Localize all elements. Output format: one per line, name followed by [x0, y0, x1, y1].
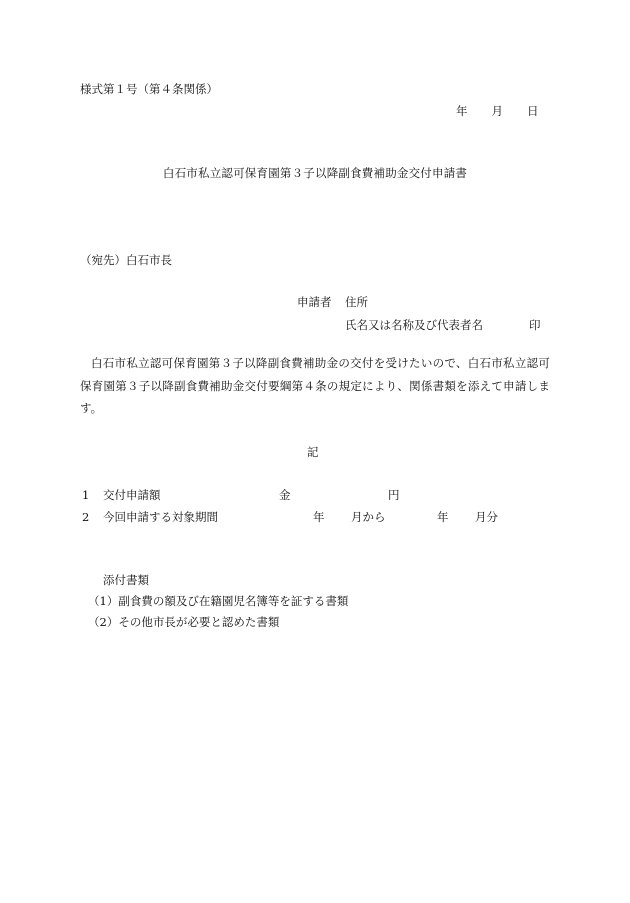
date-day: 日	[527, 104, 539, 118]
form-number: 様式第１号（第４条関係）	[80, 82, 218, 96]
date-month: 月	[491, 104, 503, 118]
application-body: 白石市私立認可保育園第３子以降副食費補助金の交付を受けたいので、白石市私立認可保育園第３子以降副食費補助金交付要綱第４条の規定により、関係書類を添えて申請します。	[80, 356, 550, 415]
item-kin: 金	[279, 488, 291, 502]
seal-mark: 印	[529, 318, 541, 332]
date-line	[456, 103, 539, 119]
applicant-address-label: 住所	[345, 295, 368, 309]
item-month-from: 月から	[351, 510, 386, 524]
addressee: （宛先）白石市長	[80, 253, 172, 267]
date-year: 年	[456, 104, 468, 118]
item-number: 1	[82, 488, 90, 502]
attachments-title: 添付書類	[103, 573, 149, 587]
ki-heading: 記	[307, 445, 319, 459]
applicant-name-label: 氏名又は名称及び代表者名	[345, 318, 483, 332]
attachment-item: （1）副食費の額及び在籍園児名簿等を証する書類	[88, 594, 349, 608]
attachment-item: （2）その他市長が必要と認めた書類	[88, 615, 280, 629]
item-month-to: 月分	[475, 510, 498, 524]
item-year-start: 年	[313, 510, 325, 524]
item-number: 2	[82, 510, 90, 524]
item-yen: 円	[388, 488, 400, 502]
item-year-end: 年	[437, 510, 449, 524]
document-title: 白石市私立認可保育園第３子以降副食費補助金交付申請書	[162, 166, 468, 180]
item-label: 今回申請する対象期間	[103, 510, 218, 524]
applicant-label: 申請者	[297, 295, 332, 309]
item-label: 交付申請額	[103, 488, 161, 502]
